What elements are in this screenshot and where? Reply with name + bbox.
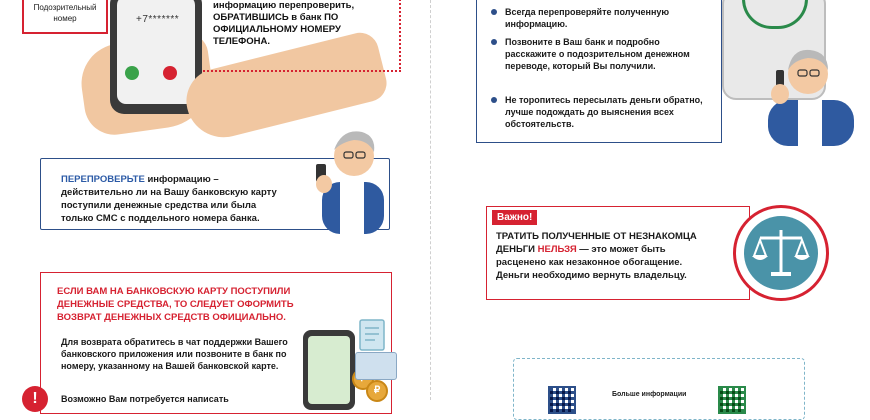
tip-item: Не торопитесь пересылать деньги обратно, лучше подождать до выяснения всех обстоятельств.	[491, 94, 705, 130]
recheck-text	[61, 173, 291, 225]
justice-scale-background	[744, 216, 818, 290]
elderly-man-phone-illustration	[312, 122, 392, 234]
bank-icon	[742, 0, 808, 29]
suspicious-number-tag: Подозрительный номер	[22, 0, 108, 34]
refund-heading: ЕСЛИ ВАМ НА БАНКОВСКУЮ КАРТУ ПОСТУПИЛИ ДЕНЕЖНЫЕ СРЕДСТВА, ТО СЛЕДУЕТ ОФОРМИТЬ ВОЗВРАТ ДЕНЕЖНЫХ СРЕДСТВ ОФИЦИАЛЬНО.	[57, 286, 294, 323]
money-phone-illustration	[303, 330, 355, 410]
elderly-man-calling-illustration	[748, 30, 858, 146]
more-info-text: Больше информации	[612, 391, 687, 398]
qr-code-icon[interactable]	[718, 386, 746, 414]
decline-call-icon	[163, 66, 177, 80]
qr-code-icon[interactable]	[548, 386, 576, 414]
tip-item: Позвоните в Ваш банк и подробно расскажите о подозрительном денежном переводе, который Вы получили.	[491, 36, 705, 72]
important-text	[496, 230, 716, 282]
bank-card-icon	[355, 352, 397, 380]
recheck-body: информацию – действительно ли на Вашу банковскую карту поступили денежные средства или была только СМС с поддельного номера банка.	[61, 174, 277, 224]
tip-item: Всегда перепроверяйте полученную информацию.	[491, 6, 705, 30]
document-icon	[358, 318, 388, 352]
caller-number: +7*******	[136, 14, 180, 25]
important-highlight: НЕЛЬЗЯ	[537, 244, 577, 255]
recheck-highlight: ПЕРЕПРОВЕРЬТЕ	[61, 174, 145, 185]
column-divider	[430, 0, 431, 400]
refund-body-continued: Возможно Вам потребуется написать	[61, 394, 229, 404]
important-text-after: — это может быть расценено как незаконное обогащение. Деньги необходимо вернуть владельцу.	[496, 244, 687, 281]
tips-box	[476, 0, 722, 143]
accept-call-icon	[125, 66, 139, 80]
money-phone-screen	[308, 336, 350, 404]
scales-icon	[744, 216, 818, 290]
important-label: Важно!	[492, 210, 537, 225]
ruble-coin-icon: ₽	[366, 380, 388, 402]
justice-scale-badge	[733, 205, 829, 301]
refund-body: Для возврата обратитесь в чат поддержки Вашего банковского приложения или позвоните в банк по номеру, указанному на Вашей банковской карте.	[61, 337, 288, 371]
verify-instruction: информацию перепроверить, ОБРАТИВШИСЬ в банк ПО ОФИЦИАЛЬНОМУ НОМЕРУ ТЕЛЕФОНА.	[213, 0, 355, 47]
important-text-before: ТРАТИТЬ ПОЛУЧЕННЫЕ ОТ НЕЗНАКОМЦА ДЕНЬГИ	[496, 231, 697, 255]
warning-icon: !	[22, 386, 48, 412]
